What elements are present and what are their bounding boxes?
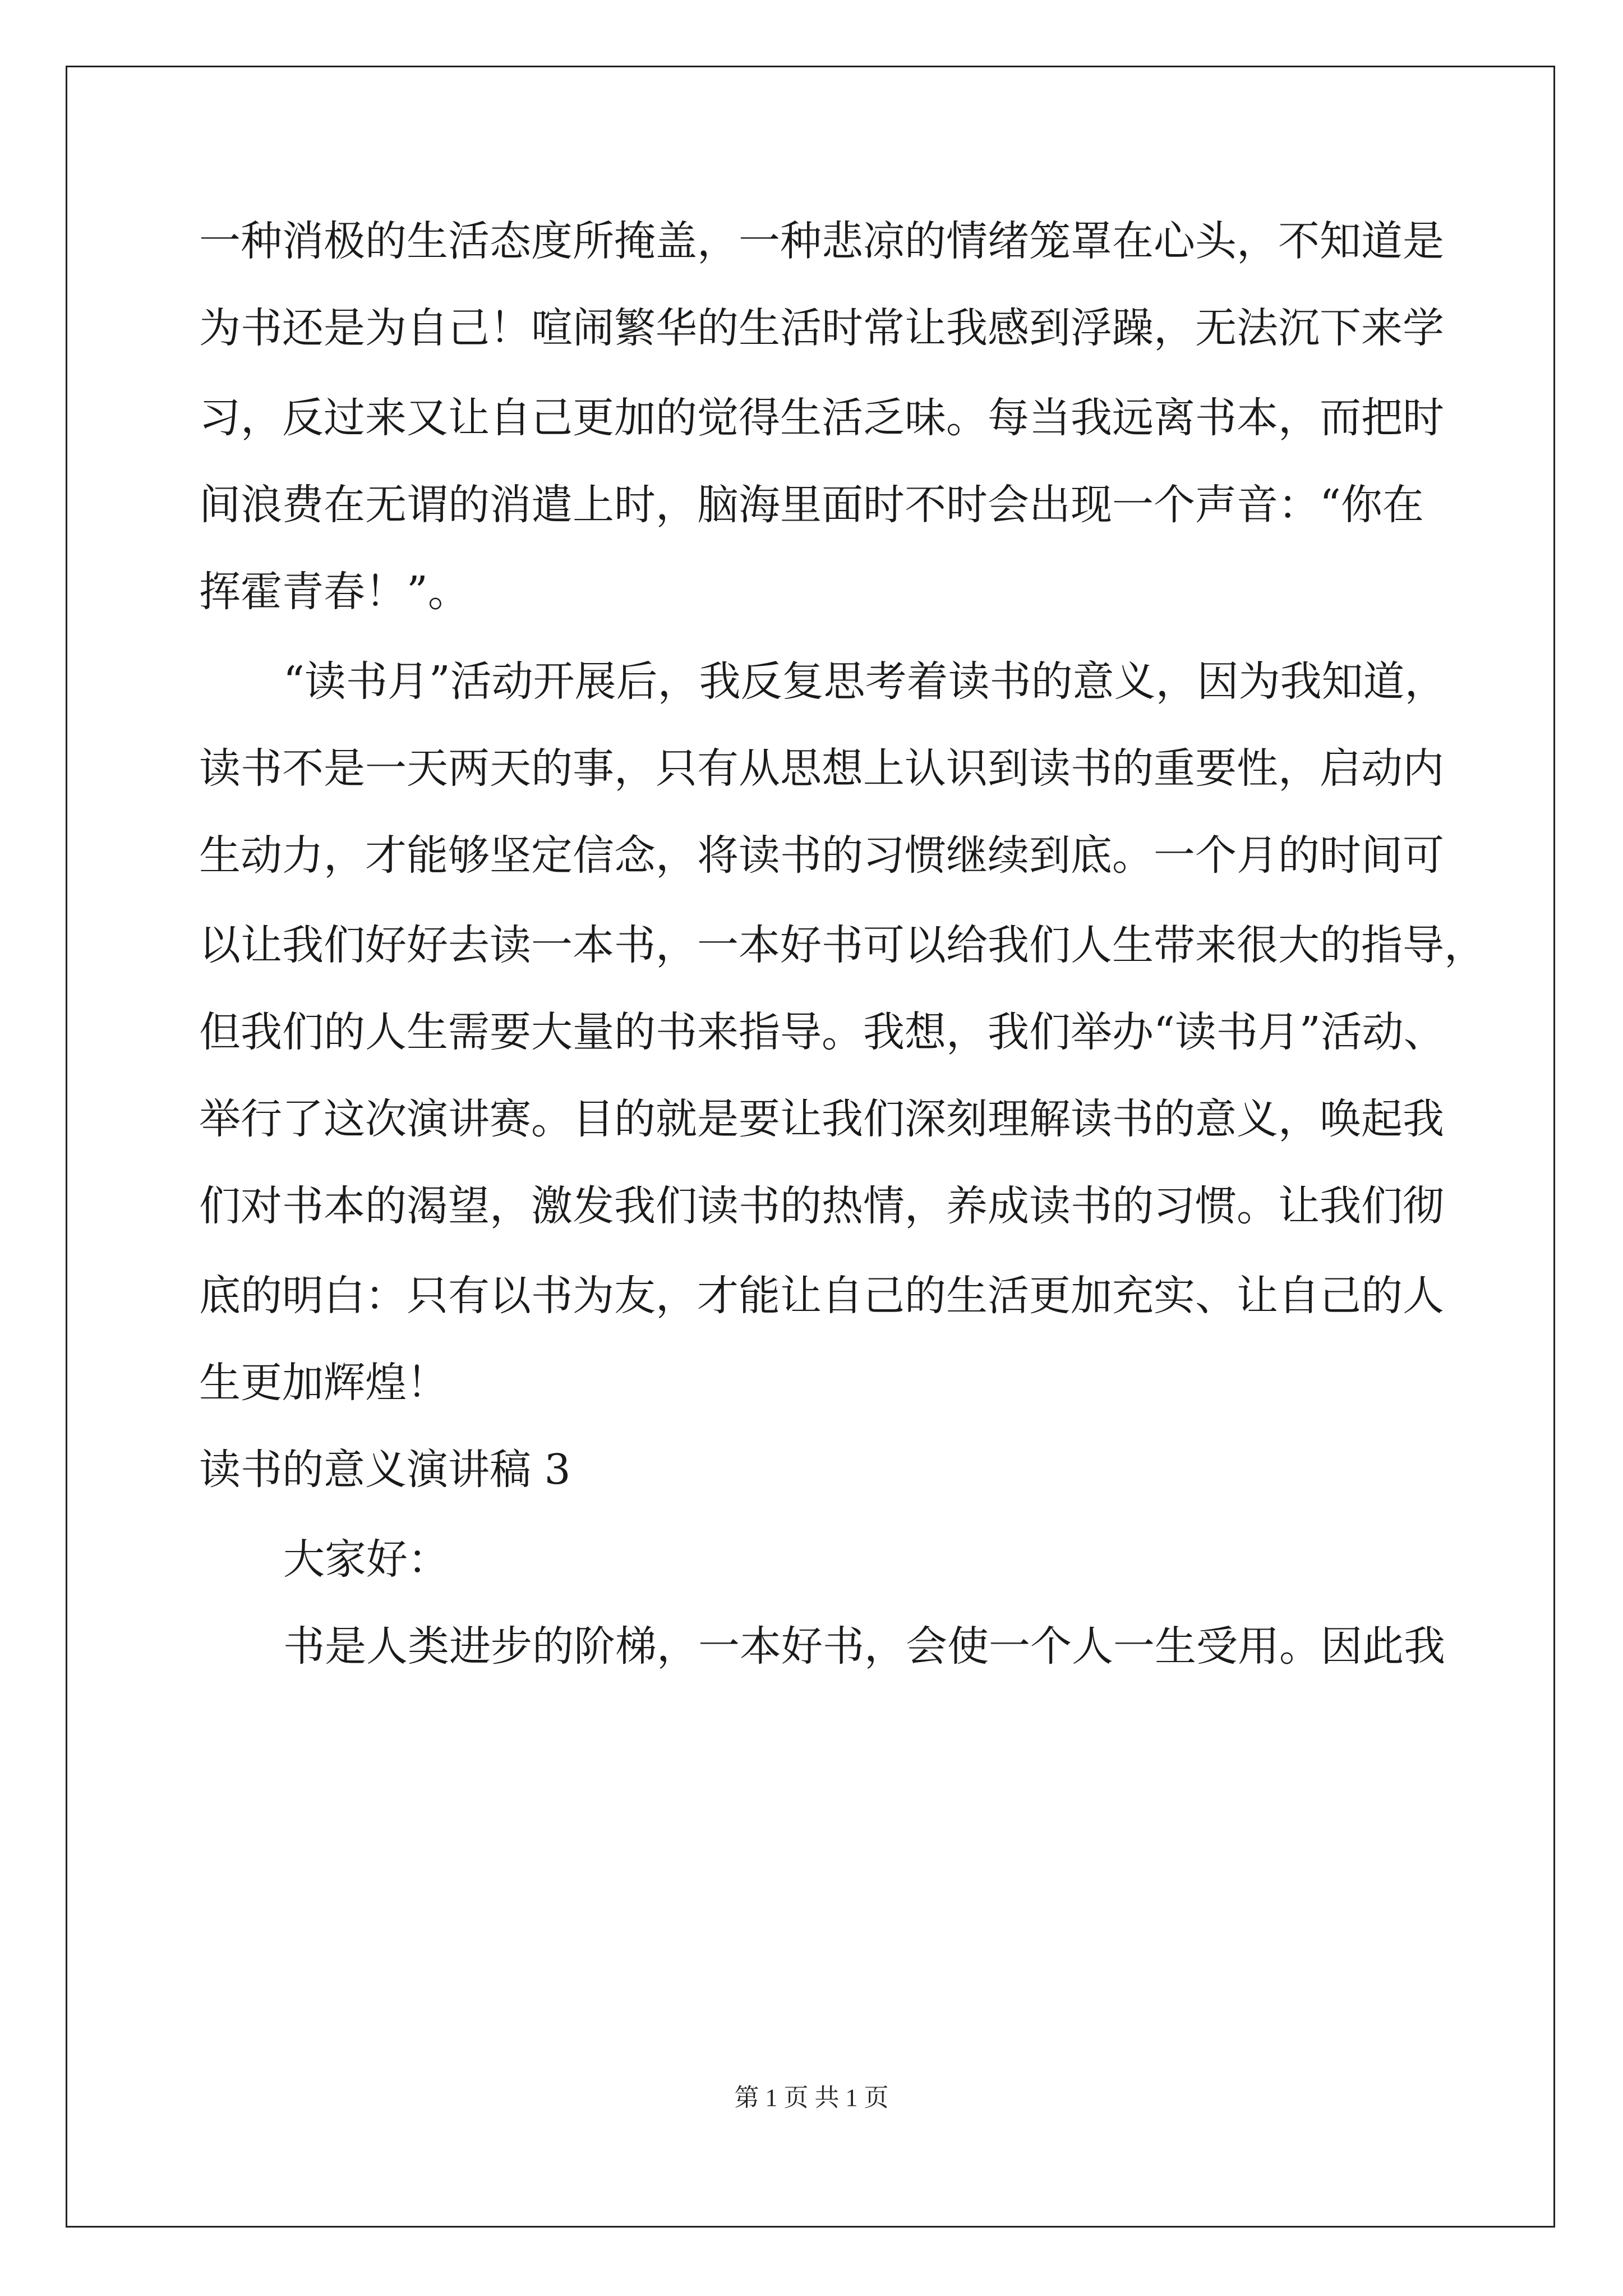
paragraph-start-line: “读书月”活动开展后，我反复思考着读书的意义，因为我知道， <box>283 657 1446 706</box>
text-line: 生动力，才能够坚定信念，将读书的习惯继续到底。一个月的时间可 <box>199 831 1444 880</box>
text-line: 举行了这次演讲赛。目的就是要让我们深刻理解读书的意义，唤起我 <box>199 1095 1444 1143</box>
paragraph-start-line: 书是人类进步的阶梯，一本好书，会使一个人一生受用。因此我 <box>283 1622 1445 1671</box>
text-line: 习，反过来又让自己更加的觉得生活乏味。每当我远离书本，而把时 <box>199 394 1444 442</box>
text-line: 但我们的人生需要大量的书来指导。我想，我们举办“读书月”活动、 <box>199 1008 1445 1056</box>
page-footer: 第 1 页 共 1 页 <box>734 2084 889 2111</box>
text-line: 底的明白：只有以书为友，才能让自己的生活更加充实、让自己的人 <box>199 1272 1444 1320</box>
text-line: 们对书本的渴望，激发我们读书的热情，养成读书的习惯。让我们彻 <box>199 1182 1444 1230</box>
section-heading: 读书的意义演讲稿 3 <box>199 1446 571 1494</box>
text-line: 间浪费在无谓的消遣上时，脑海里面时不时会出现一个声音：“你在 <box>199 481 1424 529</box>
text-line: 生更加辉煌！ <box>199 1359 448 1407</box>
greeting-line: 大家好： <box>283 1535 449 1584</box>
text-line: 挥霍青春！”。 <box>199 568 469 616</box>
text-line: 为书还是为自己！喧闹繁华的生活时常让我感到浮躁，无法沉下来学 <box>199 304 1444 352</box>
text-line: 以让我们好好去读一本书，一本好书可以给我们人生带来很大的指导， <box>199 921 1486 969</box>
text-line: 一种消极的生活态度所掩盖，一种悲凉的情绪笼罩在心头，不知道是 <box>199 217 1444 265</box>
text-line: 读书不是一天两天的事，只有从思想上认识到读书的重要性，启动内 <box>199 744 1444 793</box>
